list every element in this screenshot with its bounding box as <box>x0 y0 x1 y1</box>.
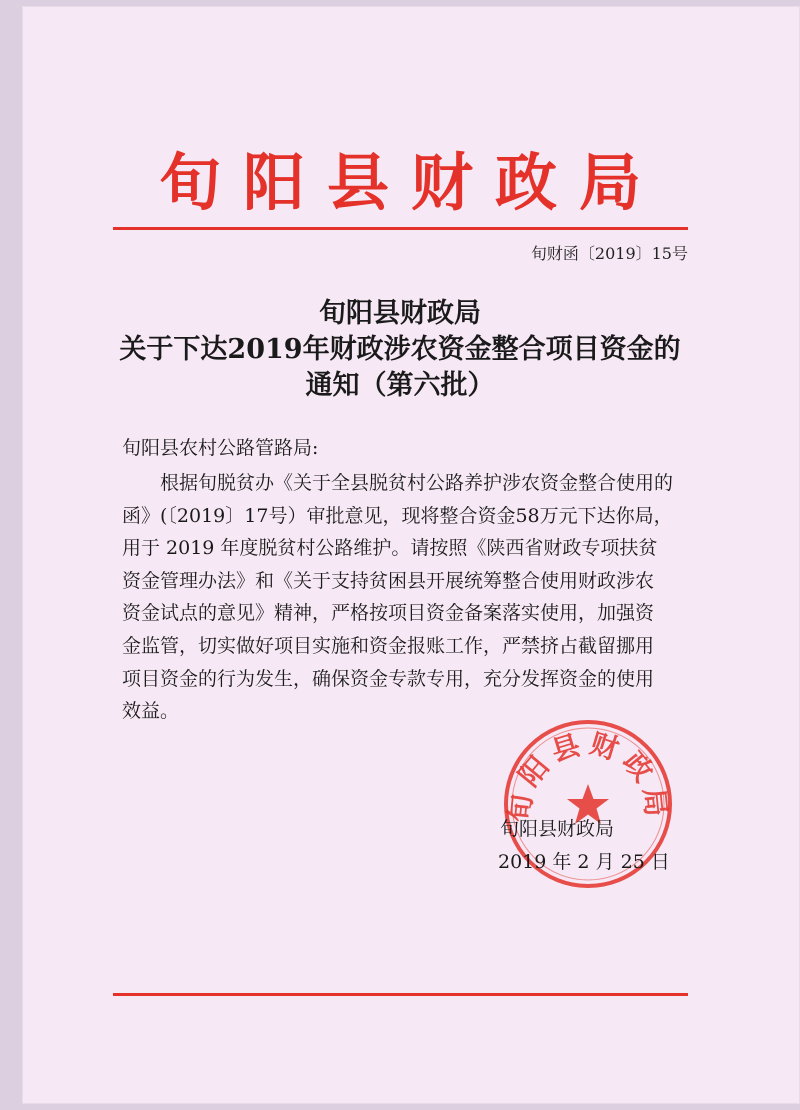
signature-date: 2019 年 2 月 25 日 <box>498 851 670 873</box>
body-text <box>122 467 714 728</box>
recipient: 旬阳县农村公路管路局: <box>122 437 319 459</box>
letterhead-title: 旬阳县财政局 <box>158 146 663 219</box>
body-line: 金监管，切实做好项目实施和资金报账工作，严禁挤占截留挪用 <box>122 634 655 657</box>
document-title <box>100 296 700 404</box>
title-line-2: 关于下达2019年财政涉农资金整合项目资金的 <box>119 334 681 365</box>
document-number: 旬财函〔2019〕15号 <box>530 244 688 263</box>
body-line: 资金管理办法》和《关于支持贫困县开展统筹整合使用财政涉农 <box>122 569 655 592</box>
body-line: 项目资金的行为发生，确保资金专款专用，充分发挥资金的使用 <box>122 667 655 690</box>
signature-org: 旬阳县财政局 <box>500 818 615 840</box>
footer-red-rule <box>113 993 688 996</box>
title-line-3: 通知（第六批） <box>305 370 495 401</box>
letterhead-red-rule <box>113 227 688 230</box>
body-line: 函》(〔2019〕17号）审批意见，现将整合资金58万元下达你局， <box>122 504 673 527</box>
body-line: 根据旬脱贫办《关于全县脱贫村公路养护涉农资金整合使用的 <box>122 472 674 494</box>
title-line-1: 旬阳县财政局 <box>319 298 481 329</box>
body-line: 资金试点的意见》精神，严格按项目资金备案落实使用，加强资 <box>122 602 655 625</box>
seal-text: 旬阳县财政局 <box>502 726 674 824</box>
body-line: 用于 2019 年度脱贫村公路维护。请按照《陕西省财政专项扶贫 <box>122 537 658 560</box>
body-line: 效益。 <box>122 700 180 723</box>
